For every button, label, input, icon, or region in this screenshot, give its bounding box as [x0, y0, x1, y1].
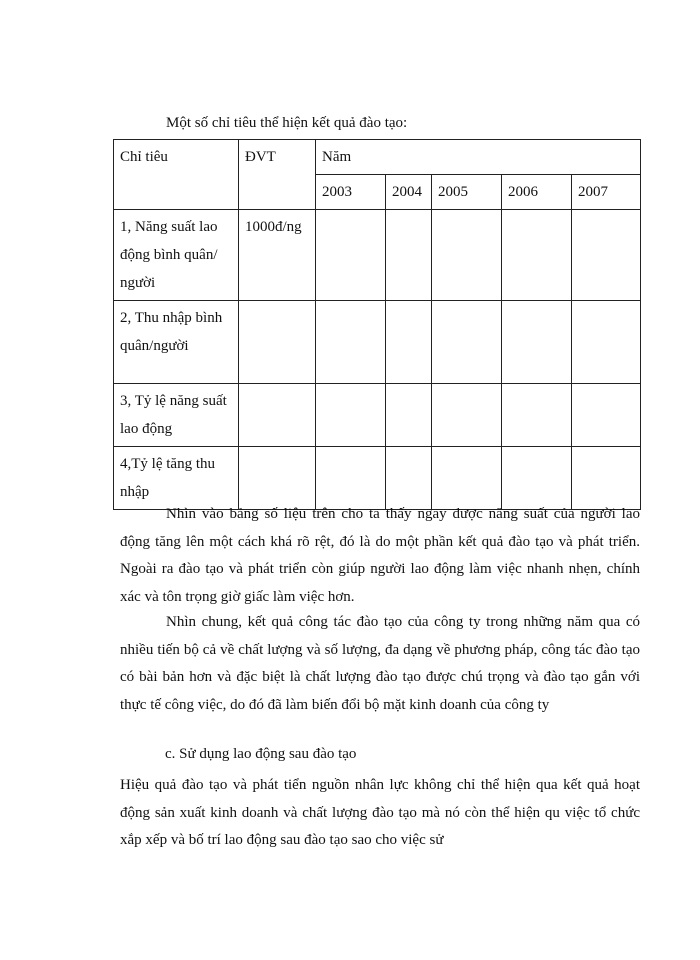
paragraph-text: Nhìn chung, kết quả công tác đào tạo của công ty trong những năm qua có nhiều tiến bộ cả về chất lượng và số lượng, đa dạng về phương pháp, công tác đào tạo có bài bản hơn và đặc biệt là chất lượng đào tạo được chú trọng và đào tạo gắn với thực tế công việc, do đó đã làm biến đổi bộ mặt kinh doanh của công ty	[120, 614, 640, 713]
empty-cell	[572, 301, 641, 384]
row-unit: 1000đ/ng	[239, 210, 316, 301]
empty-cell	[316, 301, 386, 384]
table-row	[114, 384, 641, 447]
header-year: 2003	[316, 175, 386, 210]
section-subheading: c. Sử dụng lao động sau đào tạo	[165, 746, 357, 762]
row-label: 2, Thu nhập bình quân/người	[114, 301, 239, 384]
header-year: 2007	[572, 175, 641, 210]
empty-cell	[316, 210, 386, 301]
paragraph-effectiveness	[120, 772, 640, 855]
row-label: 3, Tỷ lệ năng suất lao động	[114, 384, 239, 447]
row-label: 1, Năng suất lao động bình quân/ người	[114, 210, 239, 301]
empty-cell	[386, 384, 432, 447]
header-unit: ĐVT	[239, 140, 316, 210]
table-row	[114, 210, 641, 301]
paragraph-text: Nhìn vào bảng số liệu trên cho ta thấy ngay được năng suất của người lao động tăng lên một cách khá rõ rệt, đó là do một phần kết quả đào tạo và phát triển. Ngoài ra đào tạo và phát triển còn giúp người lao động làm việc nhanh nhẹn, chính xác và tôn trọng giờ giấc làm việc hơn.	[120, 506, 640, 605]
header-year: 2005	[432, 175, 502, 210]
header-indicator: Chỉ tiêu	[114, 140, 239, 210]
empty-cell	[432, 384, 502, 447]
paragraph-productivity	[120, 501, 640, 611]
empty-cell	[432, 210, 502, 301]
paragraph-text: Hiệu quả đào tạo và phát tiển nguồn nhân lực không chỉ thể hiện qua kết quả hoạt động sản xuất kinh doanh và chất lượng đào tạo mà nó còn thể hiện qu việc tổ chức xắp xếp và bố trí lao động sau đào tạo sao cho việc sử	[120, 777, 640, 848]
header-year: 2006	[502, 175, 572, 210]
empty-cell	[316, 384, 386, 447]
empty-cell	[502, 301, 572, 384]
empty-cell	[572, 384, 641, 447]
table-caption: Một số chỉ tiêu thể hiện kết quả đào tạo:	[166, 115, 408, 131]
empty-cell	[386, 210, 432, 301]
empty-cell	[386, 301, 432, 384]
header-year: 2004	[386, 175, 432, 210]
indicator-table	[113, 139, 641, 510]
row-unit	[239, 384, 316, 447]
header-year-group: Năm	[316, 140, 641, 175]
row-unit	[239, 301, 316, 384]
empty-cell	[572, 210, 641, 301]
empty-cell	[502, 384, 572, 447]
row-label: 4,Tỷ lệ tăng thu nhập	[114, 447, 239, 510]
empty-cell	[502, 210, 572, 301]
empty-cell	[432, 301, 502, 384]
table-row	[114, 301, 641, 384]
paragraph-training-summary	[120, 609, 640, 719]
